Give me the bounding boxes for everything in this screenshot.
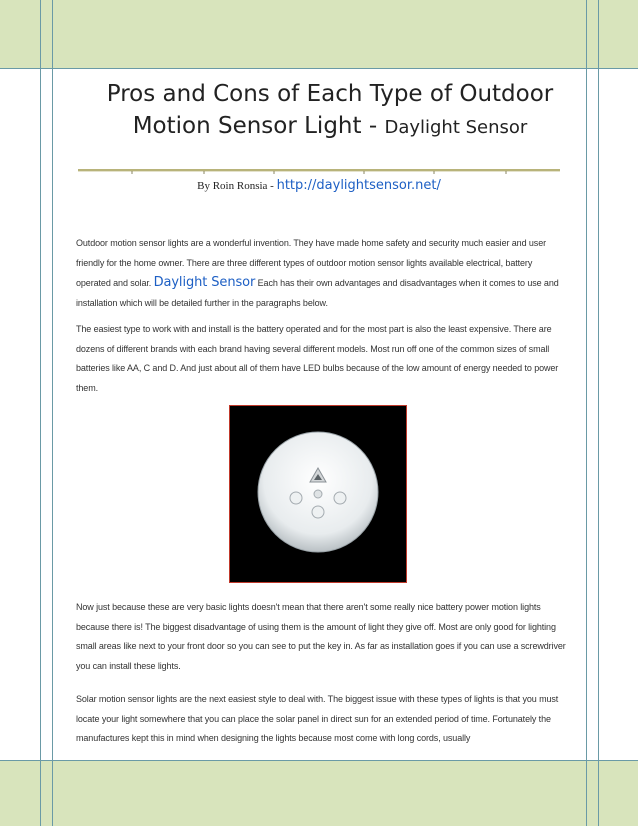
byline-url-link[interactable]: http://daylightsensor.net/	[276, 178, 441, 193]
bottom-decorative-band	[0, 760, 638, 826]
top-decorative-band	[0, 0, 638, 68]
title-line-2-main: Motion Sensor Light -	[132, 113, 385, 139]
paragraph-solar: Solar motion sensor lights are the next easiest style to deal with. The biggest issue with these types of lights is that you must locate your light somewhere that you can place the solar panel in direct sun for an extended period of time. Fortunately the manufactures kept this in mind when designing the lights because most come with long cords, usually	[76, 694, 559, 743]
frame-line-bottom	[0, 760, 638, 761]
title-line-2-suffix: Daylight Sensor	[384, 117, 528, 138]
frame-line-top	[0, 68, 638, 69]
frame-line-left-inner	[52, 0, 53, 826]
paragraph-intro	[76, 234, 566, 313]
daylight-sensor-link[interactable]: Daylight Sensor	[153, 275, 256, 290]
motion-sensor-light-illustration	[230, 406, 406, 582]
motion-sensor-light-image	[229, 405, 407, 583]
title-line-2	[60, 110, 600, 144]
title-rule-ticks	[78, 171, 560, 174]
page-title	[60, 78, 600, 144]
paragraph-battery-disadvantages: Now just because these are very basic lights doesn't mean that there aren't some really nice battery power motion lights because there is! The biggest disadvantage of using them is the amount of light they give off. Most are only good for lighting small areas like next to your front door so you can see to put the key in. As far as installation goes if you can use a screwdriver you can install these lights.	[76, 602, 566, 671]
frame-line-left-outer	[40, 0, 41, 826]
byline-author: By Roin Ronsia -	[197, 180, 277, 192]
paragraph-intro-text-cont: Each has their own advantages and disadvantages when it comes to use and installation which will be detailed further in the paragraphs below.	[76, 278, 559, 308]
paragraph-intro-text: Outdoor motion sensor lights are a wonderful invention. They have made home safety and security much easier and user friendly for the home owner. There are three different types of outdoor motion sensor lights available electrical, battery operated and solar.	[76, 238, 546, 288]
paragraph-battery: The easiest type to work with and install is the battery operated and for the most part is also the least expensive. There are dozens of different brands with each brand having several different models. Most run off one of the common sizes of small batteries like AA, C and D. And just about all of them have LED bulbs because of the low amount of energy needed to power them.	[76, 324, 559, 393]
byline	[0, 178, 638, 193]
title-line-1: Pros and Cons of Each Type of Outdoor	[106, 81, 554, 107]
